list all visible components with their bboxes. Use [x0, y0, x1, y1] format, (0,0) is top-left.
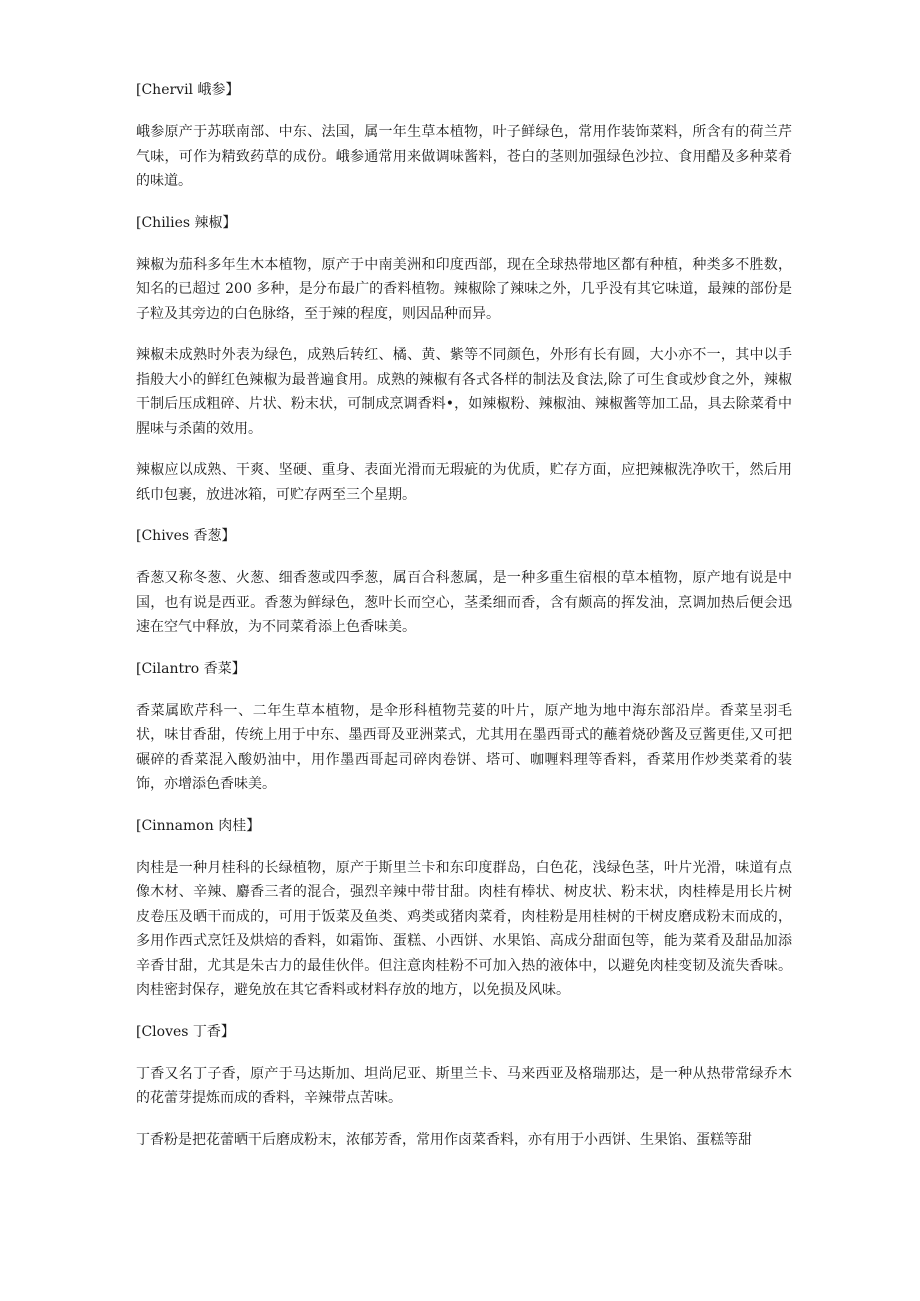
section-cilantro: [136, 657, 792, 797]
section-chives: [136, 524, 792, 640]
section-heading: [Cilantro 香菜】: [136, 660, 246, 677]
section-cinnamon: [136, 814, 792, 1003]
paragraph: 辣椒应以成熟、干爽、坚硬、重身、表面光滑而无瑕疵的为优质，贮存方面，应把辣椒洗净吹干，然后用纸巾包裹，放进冰箱，可贮存两至三个星期。: [136, 462, 792, 503]
section-heading: [Chilies 辣椒】: [136, 214, 237, 231]
section-heading: [Cinnamon 肉桂】: [136, 817, 261, 834]
section-chervil: [136, 78, 792, 194]
paragraph: 辣椒为茄科多年生木本植物，原产于中南美洲和印度西部，现在全球热带地区都有种植，种类多不胜数，知名的已超过 200 多种，是分布最广的香料植物。辣椒除了辣味之外，几乎没有其它味道，最辣的部份是子粒及其旁边的白色脉络，至于辣的程度，则因品种而异。: [136, 256, 792, 322]
paragraph: 丁香又名丁子香，原产于马达斯加、坦尚尼亚、斯里兰卡、马来西亚及格瑞那达，是一种从热带常绿乔木的花蕾芽提炼而成的香料，辛辣带点苦味。: [136, 1065, 792, 1106]
section-heading: [Cloves 丁香】: [136, 1023, 235, 1040]
section-heading: [Chives 香葱】: [136, 528, 236, 544]
paragraph: 辣椒未成熟时外表为绿色，成熟后转红、橘、黄、紫等不同颜色，外形有长有圆，大小亦不一，其中以手指般大小的鲜红色辣椒为最普遍食用。成熟的辣椒有各式各样的制法及食法,除了可生食或炒食之外，辣椒干制后压成粗碎、片状、粉末状，可制成烹调香料•，如辣椒粉、辣椒油、辣椒酱等加工品，具去除菜肴中腥味与杀菌的效用。: [136, 347, 792, 437]
section-heading: [Chervil 峨参】: [136, 82, 240, 98]
paragraph: 香菜属欧芹科一、二年生草本植物，是伞形科植物芫荽的叶片，原产地为地中海东部沿岸。香菜呈羽毛状，味甘香甜，传统上用于中东、墨西哥及亚洲菜式，尤其用在墨西哥式的蘸着烧砂酱及豆酱更佳,又可把碾碎的香菜混入酸奶油中，用作墨西哥起司碎肉卷饼、塔可、咖喱料理等香料，香菜用作炒类菜肴的装饰，亦增添色香味美。: [136, 702, 792, 792]
section-chilies: [136, 211, 792, 508]
section-cloves: [136, 1020, 792, 1153]
paragraph: 香葱又称冬葱、火葱、细香葱或四季葱，属百合科葱属，是一种多重生宿根的草本植物，原产地有说是中国，也有说是西亚。香葱为鲜绿色，葱叶长而空心，茎柔细而香，含有颇高的挥发油，烹调加热后便会迅速在空气中释放，为不同菜肴添上色香味美。: [136, 570, 792, 635]
paragraph: 丁香粉是把花蕾晒干后磨成粉末，浓郁芳香，常用作卤菜香料，亦有用于小西饼、生果馅、蛋糕等甜: [136, 1131, 752, 1148]
paragraph: 肉桂是一种月桂科的长绿植物，原产于斯里兰卡和东印度群岛，白色花，浅绿色茎，叶片光滑，味道有点像木材、辛辣、麝香三者的混合，强烈辛辣中带甘甜。肉桂有棒状、树皮状、粉末状，肉桂棒是用长片树皮卷压及晒干而成的，可用于饭菜及鱼类、鸡类或猪肉菜肴，肉桂粉是用桂树的干树皮磨成粉末而成的，多用作西式烹饪及烘焙的香料，如霜饰、蛋糕、小西饼、水果馅、高成分甜面包等，能为菜肴及甜品加添辛香甘甜，尤其是朱古力的最佳伙伴。但注意肉桂粉不可加入热的液体中，以避免肉桂变韧及流失香味。肉桂密封保存，避免放在其它香料或材料存放的地方，以免损及风味。: [136, 859, 792, 998]
paragraph: 峨参原产于苏联南部、中东、法国，属一年生草本植物，叶子鲜绿色，常用作装饰菜料，所含有的荷兰芹气味，可作为精致药草的成份。峨参通常用来做调味酱料，苍白的茎则加强绿色沙拉、食用醋及多种菜肴的味道。: [136, 124, 792, 189]
